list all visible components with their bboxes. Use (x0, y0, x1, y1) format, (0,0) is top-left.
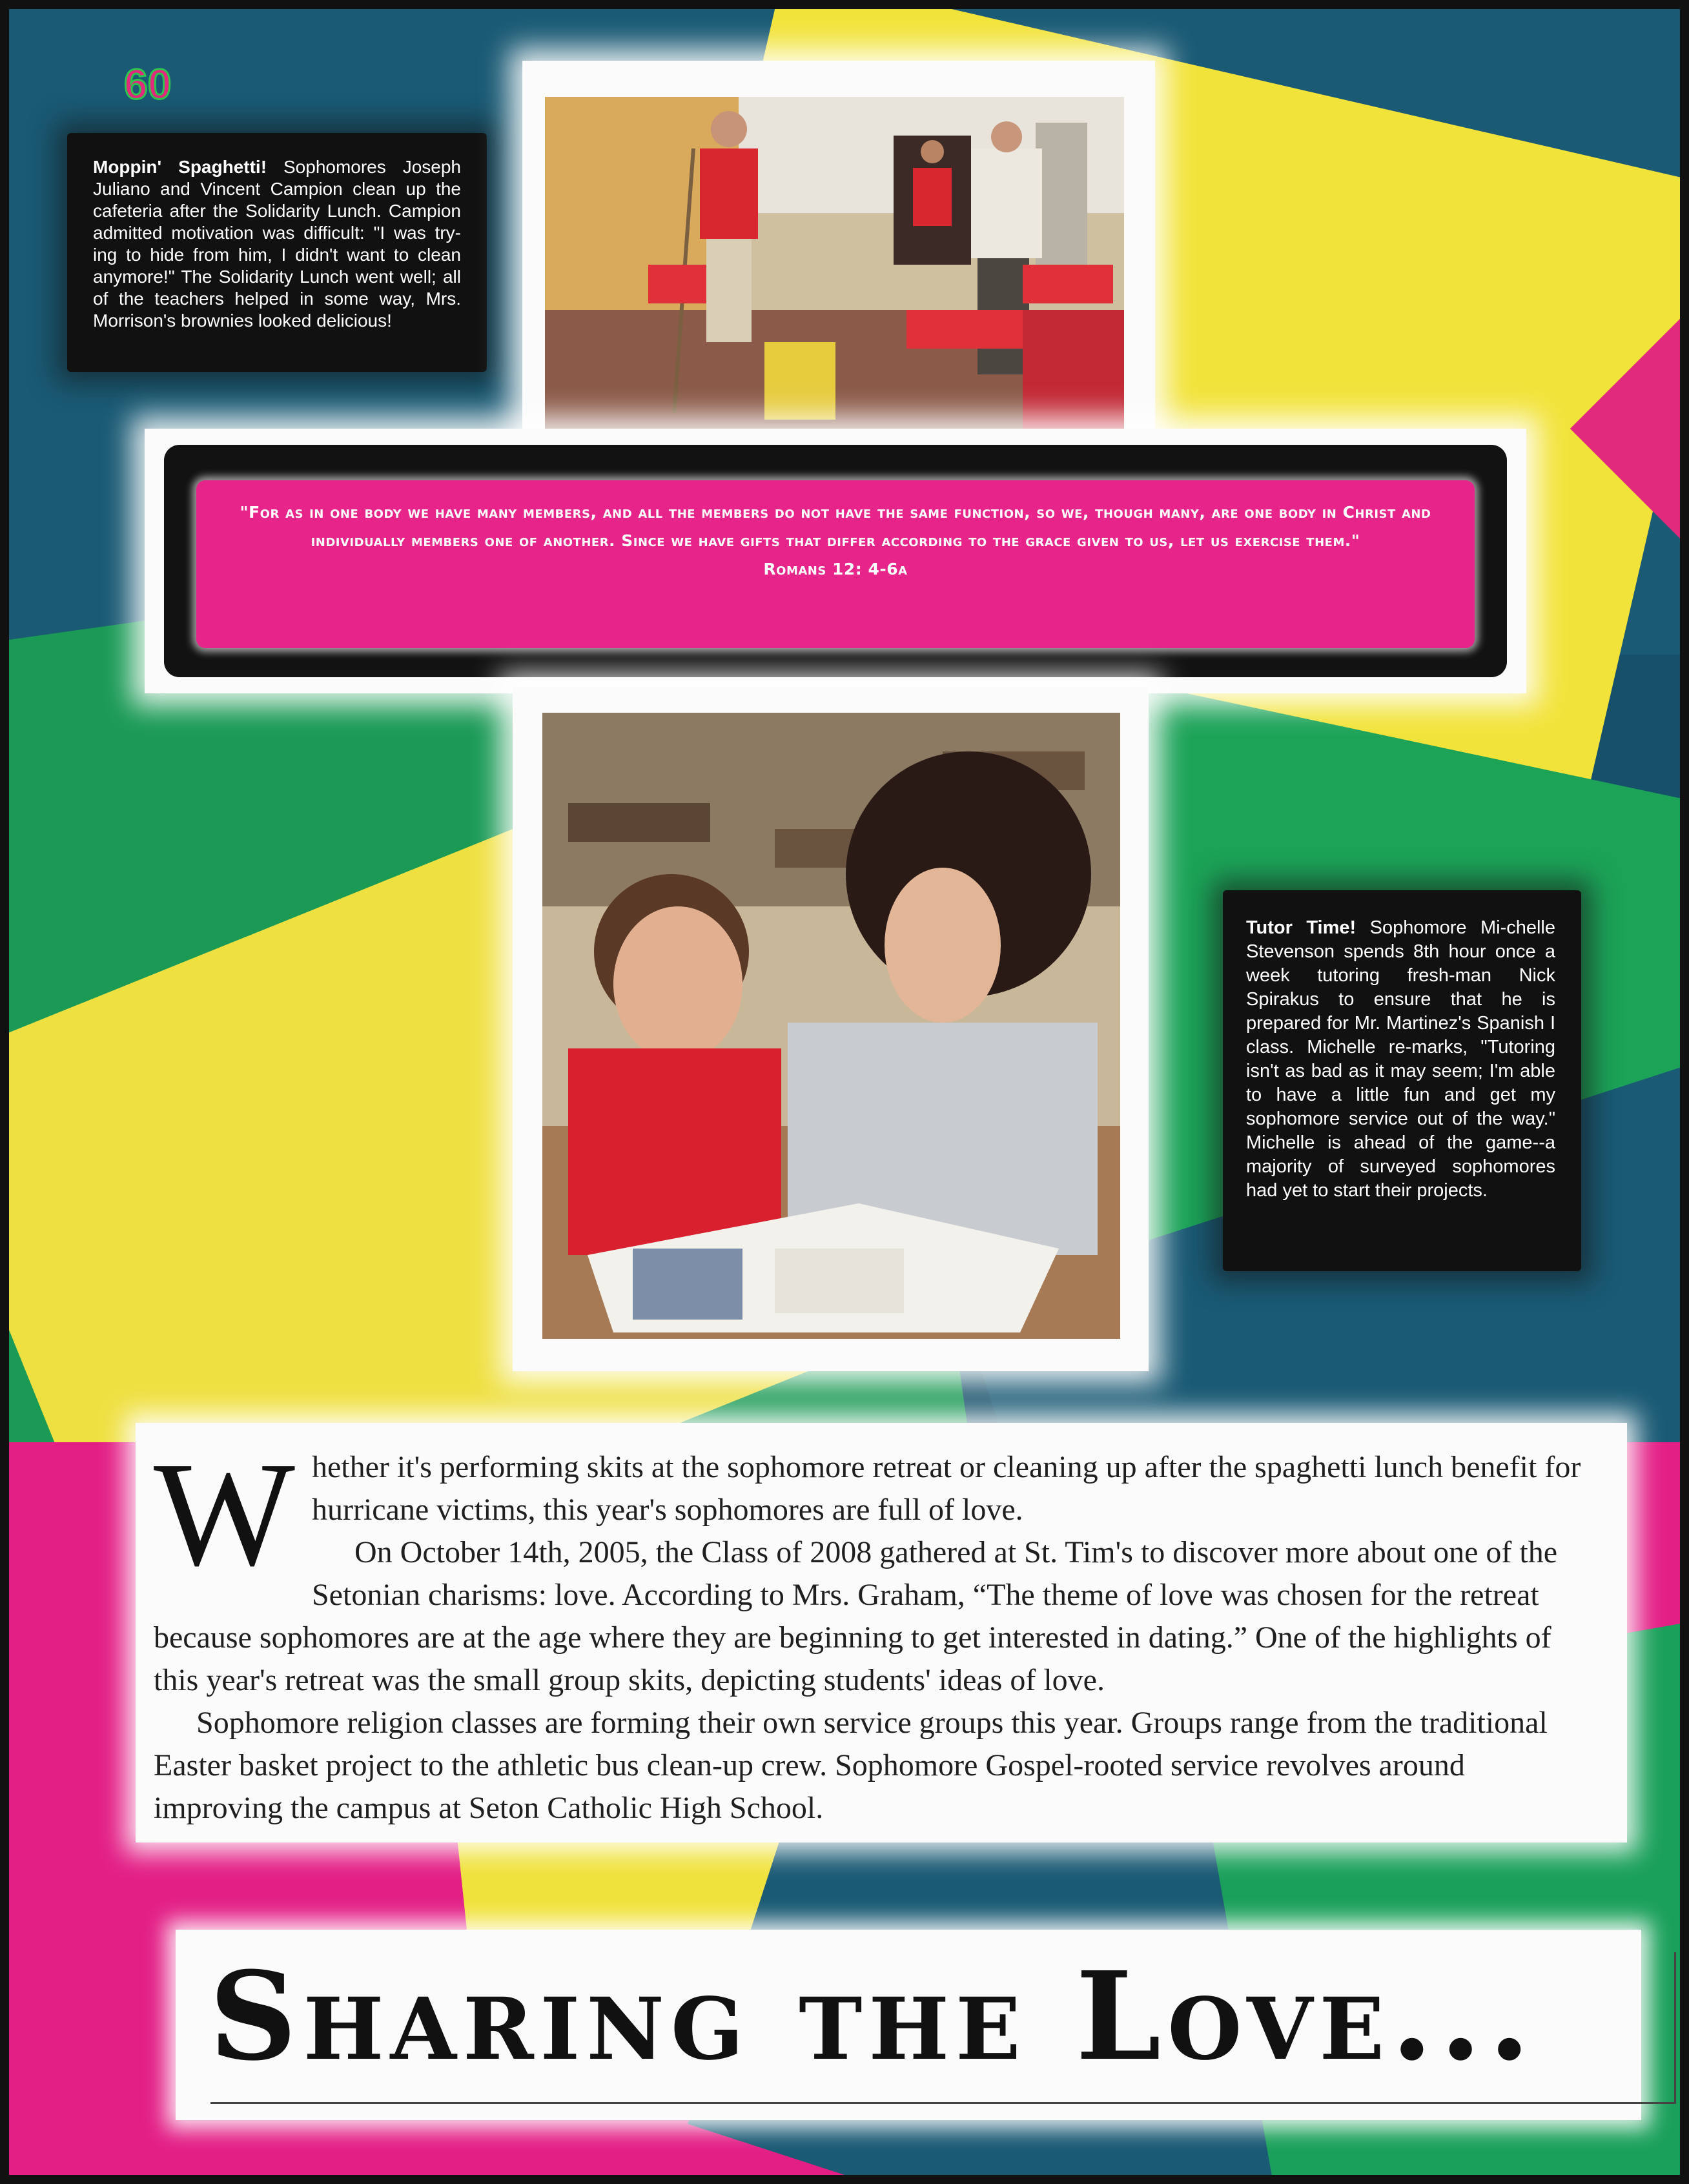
story-paragraph-3: Sophomore religion classes are forming their own service groups this year. Groups range from the traditional Easter basket project to the athletic bus clean-up crew. Sophomore Gospel-rooted service revolves around improving the campus at Seton Catholic High School. (154, 1706, 1548, 1825)
cafeteria-cleanup-photo (545, 97, 1124, 429)
story-text-box (136, 1423, 1627, 1842)
tutoring-image (542, 713, 1120, 1339)
cafeteria-cleanup-image (545, 97, 1124, 429)
quote-text: "For as in one body we have many members, and all the members do not have the same function, so we, though many, are one body in Christ and individually members one of another. Since we have gifts that differ according to the grace given to us, let us exercise them." (240, 503, 1431, 550)
caption-body: Sophomores Joseph Juliano and Vincent Campion clean up the cafeteria after the Solidarity Lunch. Campion admitted motivation was difficult: "I was try-ing to hide from him, I didn't want to clean anymore!" The Solidarity Lunch went well; all of the teachers helped in some way, Mrs. Morrison's brownies looked delicious! (93, 157, 462, 331)
caption-tutor-time (1223, 890, 1581, 1271)
quote-reference: Romans 12: 4-6a (763, 560, 908, 578)
story-paragraph-1: hether it's performing skits at the sophomore retreat or cleaning up after the spaghetti lunch benefit for hurricane victims, this year's sophomores are full of love. (311, 1450, 1581, 1527)
page-number: 60 (124, 60, 172, 108)
tutoring-photo (542, 713, 1120, 1339)
caption-body: Sophomore Mi-chelle Stevenson spends 8th hour once a week tutoring fresh-man Nick Spirakus to ensure that he is prepared for Mr. Martinez's Spanish I class. Michelle re-marks, "Tutoring isn't as bad as it may seem; I'm able to have a little fun and get my sophomore service out of the way." Michelle is ahead of the game--a majority of surveyed sophomores had yet to start their projects. (1246, 917, 1556, 1201)
scripture-quote (196, 480, 1475, 648)
drop-cap: W (154, 1431, 295, 1597)
caption-heading: Moppin' Spaghetti! (93, 157, 267, 177)
caption-heading: Tutor Time! (1246, 917, 1356, 938)
caption-moppin-spaghetti (67, 133, 487, 372)
page-title: Sharing the Love... (209, 1945, 1537, 2088)
story-paragraph-2: On October 14th, 2005, the Class of 2008 gathered at St. Tim's to discover more about one of the Setonian charisms: love. According to Mrs. Graham, “The theme of love was chosen for the retreat because sophomores are at the age where they are beginning to get interested in dating.” One of the highlights of this year's retreat was the small group skits, depicting students' ideas of love. (154, 1535, 1558, 1697)
